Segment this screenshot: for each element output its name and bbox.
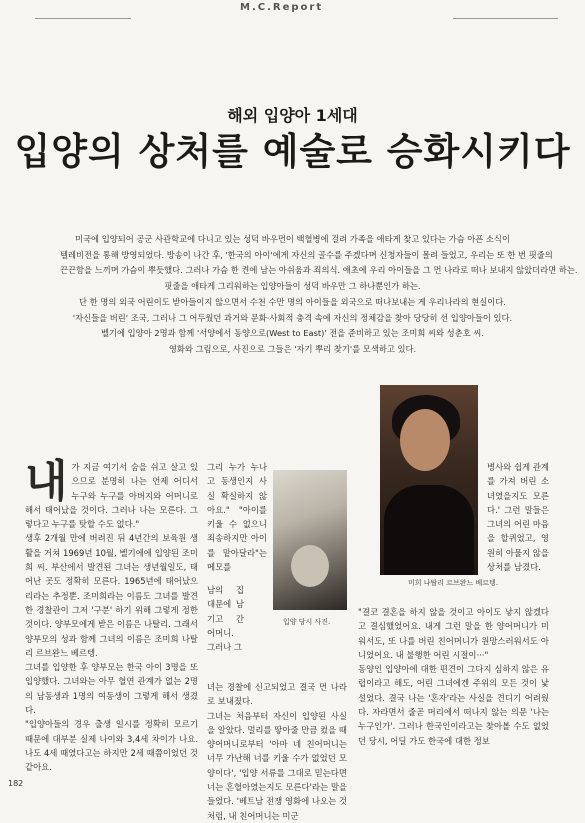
lead-line: '자신들을 버린' 조국, 그러나 그 어두웠던 과거와 문화·사회적 충격 속에 자신의 정체감을 찾아 당당히 선 입양아들이 있다. xyxy=(72,312,513,323)
article-kicker: 해외 입양아 1세대 xyxy=(227,106,358,125)
body-column-2-bottom xyxy=(207,680,347,823)
body-paragraph: 생후 2개월 만에 버려진 뒤 4년간의 보육원 생활을 거쳐 1969년 10월, 벨기에에 입양된 조미희 씨. 부산에서 발견된 그녀는 생년월일도, 태어난 곳도 정확히 모른다. 1965년에 태어났으리라는 추정뿐. 조미희라는 이름도 그녀를 발견한 경찰관이 그저 '구분' 하기 위해 그렇게 정한 것이다. 양부모에게 받은 이름은 나탈리. 그래서 양부모의 성과 함께 그녀의 이름은 조미희 나탈리 르브완느 베르텡. xyxy=(25,533,198,658)
lead-line: 영화와 그림으로, 사진으로 그들은 '자기 뿌리 찾기'를 모색하고 있다. xyxy=(168,343,417,354)
article-title: 입양의 상처를 예술로 승화시키다 xyxy=(14,130,571,173)
section-header: M.C.Report xyxy=(240,2,324,13)
lead-paragraph xyxy=(60,232,578,358)
adoption-photo xyxy=(273,470,347,610)
photo-caption: 미희 나탈리 르브완느 베르텡. xyxy=(408,579,499,587)
body-column-2-mid xyxy=(207,583,244,654)
portrait-face xyxy=(400,409,450,471)
body-paragraph: 병사와 쉽게 관계를 가져 버린 소녀였을지도 모른다.' 그런 말들은 그녀의 어린 마음을 할퀴었고, 영원히 아물지 않을 상처를 남겼다. xyxy=(487,462,549,573)
body-paragraph: 남의 집 대문에 남기고 간 어머니. 그러나 그 xyxy=(207,585,244,653)
drop-cap: 내 xyxy=(25,456,68,507)
body-paragraph: 동양인 입양아에 대한 편견이 그다지 심하지 않은 유럽이라고 해도, 어린 그녀에겐 주위의 모든 것이 낯설었다. 결국 나는 '혼자'라는 사실을 견디기 어려웠다. 자라면서 줄곧 머리에서 떠나지 않는 의문 '나는 누구인가'. 그러나 한국인이라고는 찾아볼 수도 없었던 당시, 어딜 가도 한국에 대한 정보 xyxy=(358,664,549,746)
body-paragraph: 그리 누가 누나고 동생인지 사실 확실하지 않아요." "아이를 키울 수 없으니 죄송하지만 아이를 맡아달라"는 메모를 xyxy=(207,462,267,573)
lead-line: 끈끈함을 느끼며 가슴이 뿌듯했다. 그러나 가슴 한 켠에 남는 아쉬움과 죄의식. 애초에 우리 아이들을 그 먼 나라로 떠나 보내지 않았더라면 하는. xyxy=(60,265,578,276)
header-rule-right xyxy=(453,6,558,19)
body-paragraph: 가 지금 여기서 숨을 쉬고 살고 있으므로 분명히 나는 언제 어디서 누구와 누구를 아버지와 어머니로 해서 태어났을 것이다. 그러나 나는 모른다. 그렇다고 누구를 탓할 수도 없다." xyxy=(25,462,198,530)
lead-line: 텔레비전을 통해 방영되었다. 방송이 나간 후, '한국의 아이'에게 자신의 골수를 주겠다며 신청자들이 몰려 들었고, 우리는 또 한 번 핏줄의 xyxy=(60,249,553,260)
lead-line: 단 한 명의 외국 어린이도 받아들이지 않으면서 수천 수만 명의 아이들을 외국으로 떠나보내는 게 우리나라의 현실이다. xyxy=(79,296,506,307)
child-face xyxy=(291,545,329,587)
body-column-3-top xyxy=(487,460,549,574)
lead-line: 벨기에 입양아 2명과 함께 '서양에서 동양으로(West to East)' 전을 준비하고 있는 조미희 씨와 성춘호 씨. xyxy=(100,328,485,339)
lead-line: 핏줄을 애타게 그리워하는 입양아들이 성덕 바우만 그 하나뿐인가 하는. xyxy=(164,281,421,292)
body-paragraph: "입양아들의 경우 출생 일시를 정확히 모르기 때문에 대부분 실제 나이와 3,4세 차이가 나요. 나도 4세 때였다고는 하지만 2세 때쯤이었던 것 같아요. xyxy=(25,719,198,773)
body-paragraph: "결코 결혼을 하지 않을 것이고 아이도 낳지 않겠다고 결심했었어요. 내게 그런 말을 한 양어머니가 미워서도, 또 나를 버린 친어머니가 원망스러워서도 아니었어요. 내 불행한 어린 시절이···" xyxy=(358,607,549,660)
photo-caption: 입양 당시 사진. xyxy=(283,618,331,626)
lead-line: 미국에 입양되어 공군 사관학교에 다니고 있는 성덕 바우먼이 백혈병에 걸려 가족을 애타게 찾고 있다는 가슴 아픈 소식이 xyxy=(75,234,510,244)
header-rule-left xyxy=(35,6,131,19)
body-paragraph: 그녀는 처음부터 자신이 입양된 사실을 알았다. 멀리를 땋아줄 만큼 컸을 때 양어머니로부터 '아마 네 친어머니는 너무 가난해 너를 키울 수가 없었던 모양이다', '입양 서류를 그대로 믿는다면 너는 혼혈아였는지도 모른다'라는 말을 들었다. '베트남 전쟁 영화에 나오는 것처럼, 내 친어머니는 미군 xyxy=(207,710,347,821)
page-number: 182 xyxy=(8,779,24,788)
body-column-3-bottom xyxy=(358,605,549,748)
body-paragraph: 그녀를 입양한 후 양부모는 한국 아이 3명을 또 입양했다. 그녀와는 아무 혈연 관계가 없는 2명의 남동생과 1명의 여동생이 그렇게 해서 생겼다. xyxy=(25,662,198,716)
body-column-2-top xyxy=(207,460,267,574)
portrait-body xyxy=(384,485,474,575)
body-column-1 xyxy=(25,456,198,775)
portrait-photo xyxy=(380,385,478,575)
body-paragraph: 녀는 경찰에 신고되었고 결국 먼 나라로 보내졌다. xyxy=(207,682,347,707)
